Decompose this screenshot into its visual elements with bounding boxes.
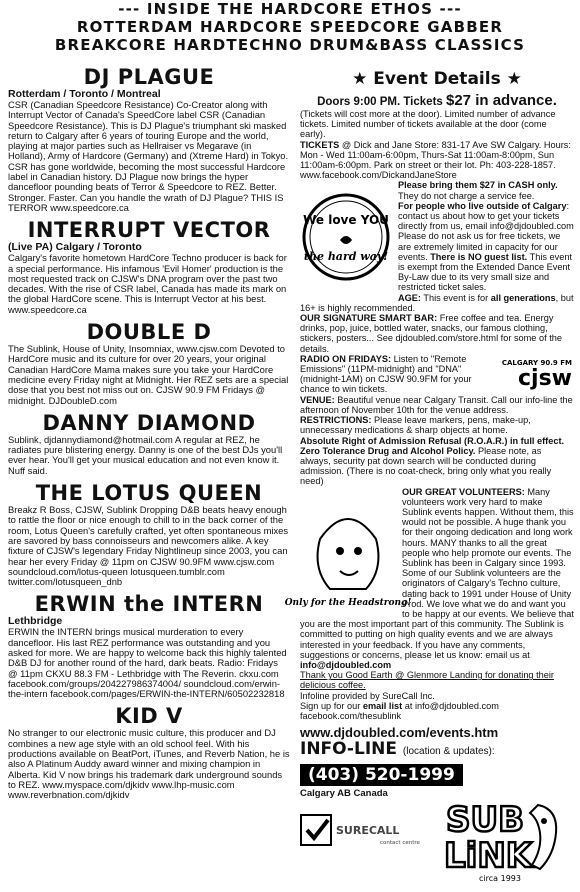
- header-line-1: --- INSIDE THE HARDCORE ETHOS ---: [118, 0, 462, 18]
- age-info: [300, 293, 574, 313]
- sublink-year: circa 1993: [479, 874, 521, 883]
- bar-text: Free coffee and tea. Energy drinks, pop, juice, bottled water, snacks, our famous clothing, stickers, posters... See djdoubled.com/store.html for some of the details.: [300, 313, 562, 354]
- tickets-text: @ Dick and Jane Store: 831-17 Ave SW Calgary. Hours: Mon - Wed 11:00am-6:00pm, Thurs-Sat 11:00am-8:00pm, Sun 11:00am-6:00pm. Park on street or their lot. Ph: 403-228-1857. www.facebook.com/DickandJaneStore: [300, 139, 571, 181]
- outside-text: : contact us about how to get your tickets directly from us, email info@djdoubled.com: [398, 200, 574, 232]
- doors-text: Doors 9:00 PM. Tickets: [317, 96, 443, 108]
- we-love-you-text: We love YOU: [303, 213, 389, 228]
- dj-block: [8, 482, 290, 587]
- ticket-price: $27 in advance.: [446, 92, 557, 109]
- event-title: ★ Event Details ★: [352, 69, 522, 89]
- dj-block: [8, 321, 290, 406]
- events-website[interactable]: www.djdoubled.com/events.htm: [300, 725, 499, 741]
- dj-name: ERWIN the INTERN: [34, 592, 264, 617]
- thanks-info: Thank you Good Earth @ Glenmore Landing for donating their delicious coffee.: [300, 670, 554, 691]
- infoline-note: (location & updates):: [402, 746, 495, 758]
- guest-text-2: This event is exempt from the Extended Dance Event By-Law due to its very small size and restricted ticket sales.: [398, 251, 572, 293]
- roar-info: [300, 436, 574, 487]
- dj-bio: Sublink, djdannydiamond@hotmail.com A regular at REZ, he radiates pure blistering energy. Danny is one of the best DJs you'll ever hear. You'll get your musical education and not even know it. Nuff said.: [8, 433, 283, 476]
- we-love-you-stamp: [300, 182, 392, 292]
- header-line-3: BREAKCORE HARDTECHNO DRUM&BASS CLASSICS: [54, 36, 526, 54]
- signup-text: Sign up for our: [300, 700, 361, 711]
- dj-block: [8, 412, 290, 476]
- dj-subtitle: (Live PA) Calgary / Toronto: [8, 241, 142, 254]
- dj-name: THE LOTUS QUEEN: [35, 481, 263, 506]
- dj-name: DANNY DIAMOND: [42, 410, 256, 435]
- radio-label: RADIO ON FRIDAYS:: [300, 353, 392, 364]
- cjsw-name: cjsw: [517, 365, 572, 391]
- dj-subtitle: Rotterdam / Toronto / Montreal: [8, 88, 161, 100]
- infoline-label: INFO-LINE: [300, 739, 397, 760]
- signup-bold: email list: [362, 700, 403, 711]
- surecall-tagline: contact centre: [380, 840, 420, 846]
- dj-bio: Calgary's favorite hometown HardCore Techno producer is back for a special performance. His infamous 'Evil Homer' production is the most requested track on CJSW's DNA program over the past two decades. With the rise of CSR label, Canada has made its mark on the global HardCore scene. This is Interrupt Vector at his best. www.speedcore.ca: [8, 252, 287, 315]
- headstrong-stamp: [284, 489, 412, 609]
- dj-block: [8, 66, 290, 213]
- sponsor-logos: [300, 795, 574, 885]
- surecall-name: SURECALL: [336, 824, 400, 837]
- cash-text: They do not charge a service fee.: [398, 190, 535, 201]
- hard-way-text: the hard way!: [303, 250, 389, 264]
- sublink-bottom-text: LiNK: [444, 836, 533, 876]
- infoline-provider: Infoline provided by SureCall Inc.: [300, 690, 435, 701]
- volunteers-label: OUR GREAT VOLUNTEERS:: [402, 486, 525, 497]
- restrictions-label: RESTRICTIONS:: [300, 415, 372, 426]
- roar-label: Absolute Right of Admission Refusal (R.O.A.R.) in full effect. Zero Tolerance Drug and Alcohol Policy.: [300, 435, 565, 456]
- dj-lineup: [8, 66, 290, 807]
- sublink-logo: [440, 795, 572, 883]
- cjsw-frequency: CALGARY 90.9 FM: [501, 358, 572, 367]
- event-details: [284, 66, 574, 800]
- age-label: AGE:: [398, 292, 421, 303]
- dj-name: DOUBLE D: [86, 320, 212, 345]
- sublink-top-text: SUB: [446, 800, 525, 840]
- headstrong-text: Only for the Headstrong!: [284, 597, 412, 608]
- age-text: This event is for: [423, 292, 489, 303]
- cash-label: Please bring them $27 in CASH only.: [398, 180, 558, 191]
- dj-bio: Breakz R Boss, CJSW, Sublink Dropping D&B beats heavy enough to rattle the floor or nice enough to chill to in the back corner of the room, Lotus Queen's carefully crafted, yet often spontaneous mixes are savored by bass connoisseurs and newcomers alike. A key fixture of CJSW's legendary Friday Nightlineup since 2003, you can hear her every Friday @ 11pm on CJSW 90.9FM www.cjsw.com soundcloud.com/lotus-queen lotusqueen.tumblr.com twitter.com/lotusqueen_dnb: [8, 504, 289, 588]
- dj-name: DJ PLAGUE: [83, 65, 215, 89]
- doors-line: [300, 94, 574, 109]
- dj-block: [8, 593, 290, 699]
- dj-bio: ERWIN the INTERN brings musical murderation to every dancefloor. His last REZ performance was outstanding and you asked for more. We are happy to welcome back this highly talented D&B DJ for another round of the hard, dark beats. Radio: Fridays @ 11pm CKXU 88.3 FM - Lethbridge with The Reverin. ckxu.com facebook.com/groups/204227986374004/ soundcloud.com/erwin-the-intern facebook.com/pages/ERWIN-the-INTERN/60502232818: [8, 626, 287, 700]
- guest-text: Please do not ask us for free tickets, we are extremely limited in capacity for our events.: [398, 231, 561, 262]
- guest-label: There is NO guest list.: [430, 251, 528, 262]
- age-text-2: , but 16+ is highly recommended.: [300, 292, 574, 313]
- header-line-2: ROTTERDAM HARDCORE SPEEDCORE GABBER: [76, 18, 504, 36]
- city-label: Calgary AB Canada: [300, 788, 388, 800]
- tickets-info: [300, 140, 574, 181]
- restrictions-info: [300, 415, 574, 435]
- infoline-heading: [300, 740, 574, 761]
- surecall-logo: [300, 811, 418, 851]
- venue-label: VENUE:: [300, 394, 335, 405]
- bar-info: [300, 313, 574, 354]
- page-header: [0, 0, 580, 64]
- volunteers-text: Many volunteers work very hard to make Sublink events happen. Without them, this would not be possible. A huge thank you for their ongoing dedication and long work hours. MANY thanks to all the great people who help promote our events. The Sublink has been in Calgary since 1993. Some of our Sublink volunteers are the originators of Calgary's Techno culture, dating back to 1991 under House of Unity Prod. We love what we do and want you to be happy at our events. We believe that you are the most important part of this community. The Sublink is committed to putting on high quality events and we are always interested in your feedback. If you have any comments, suggestions or concerns, please let us know: email us at: [300, 486, 574, 660]
- signup-info: [300, 701, 574, 721]
- dj-name: KID V: [115, 704, 183, 729]
- venue-info: [300, 395, 574, 415]
- dj-block: [8, 219, 290, 315]
- venue-text: Beautiful venue near Calgary Transit. Call our info-line the afternoon of November 10th for the venue address.: [300, 394, 573, 415]
- dj-bio: CSR (Canadian Speedcore Resistance) Co-Creator along with Interrupt Vector of Canada's SpeedCore label CSR (Canadian Speedcore Resistance). This is DJ Plague's triumphant ski masked return to Calgary after 6 years of touring Europe and the world, playing at major parties such as Hellraiser vs Megarave (in Holland), Army of Hardcore (Germany) and (Xtreme Hard) in Tokyo. CSR has gone worldwide, becoming the most successful Hardcore label in Canadian history. DJ Plague now brings the hyper dancefloor pounding beats of Terror & Speedcore to REZ. Better. Stronger. Faster. Can you handle the wrath of DJ Plague? THIS IS TERROR www.speedcore.ca: [8, 99, 289, 213]
- bar-label: OUR SIGNATURE SMART BAR:: [300, 313, 438, 324]
- roar-text: Please note, as always, security pat down search will be conducted during admission. (There is no coat-check, bring only what you really need): [300, 445, 552, 487]
- dj-name: INTERRUPT VECTOR: [27, 218, 271, 243]
- age-bold: all generations: [490, 292, 556, 303]
- restrictions-text: Please leave markers, pens, make-up, unnecessary medications & sharp objects at home.: [300, 415, 531, 436]
- cjsw-logo: [478, 356, 574, 391]
- dj-bio: The Sublink, House of Unity, Insomniax, www.cjsw.com Devoted to HardCore music and its culture for over 20 years, your original Canadian HardCore Mama makes sure you take your HardCore medicine every Friday night at Midnight. Her REZ sets are a special dose that you best not miss out on. CJSW 90.9 FM Fridays @ midnight. DJDoubleD.com: [8, 343, 289, 406]
- radio-text: Listen to "Remote Emissions" (11PM-midnight) and "DNA" (midnight-1AM) on CJSW 90.9FM for your chance to win tickets.: [300, 353, 472, 395]
- dj-subtitle: Lethbridge: [8, 615, 63, 628]
- tickets-label: TICKETS: [300, 139, 340, 150]
- signup-text-2: at info@djdoubled.com facebook.com/thesublink: [300, 700, 499, 721]
- volunteers-email: info@djdoubled.com: [300, 659, 392, 670]
- infoline-phone[interactable]: (403) 520-1999: [300, 764, 463, 786]
- dj-bio: No stranger to our electronic music culture, this producer and DJ combines a new age style with an old school feel. With his productions available on BeatPort, iTunes, and Reverb Nation, he is also A Platinum Auddy award winner and mixing champion in Alberta. Kid V now brings his trademark dark underground sounds to REZ. www.myspace.com/djkidv www.lhp-music.com www.reverbnation.com/djkidv: [8, 727, 290, 801]
- dj-block: [8, 705, 290, 800]
- outside-label: For people who live outside of Calgary: [398, 200, 567, 211]
- ticket-note: (Tickets will cost more at the door). Limited number of advance tickets. Limited number of tickets available at the door (come early).: [300, 109, 556, 140]
